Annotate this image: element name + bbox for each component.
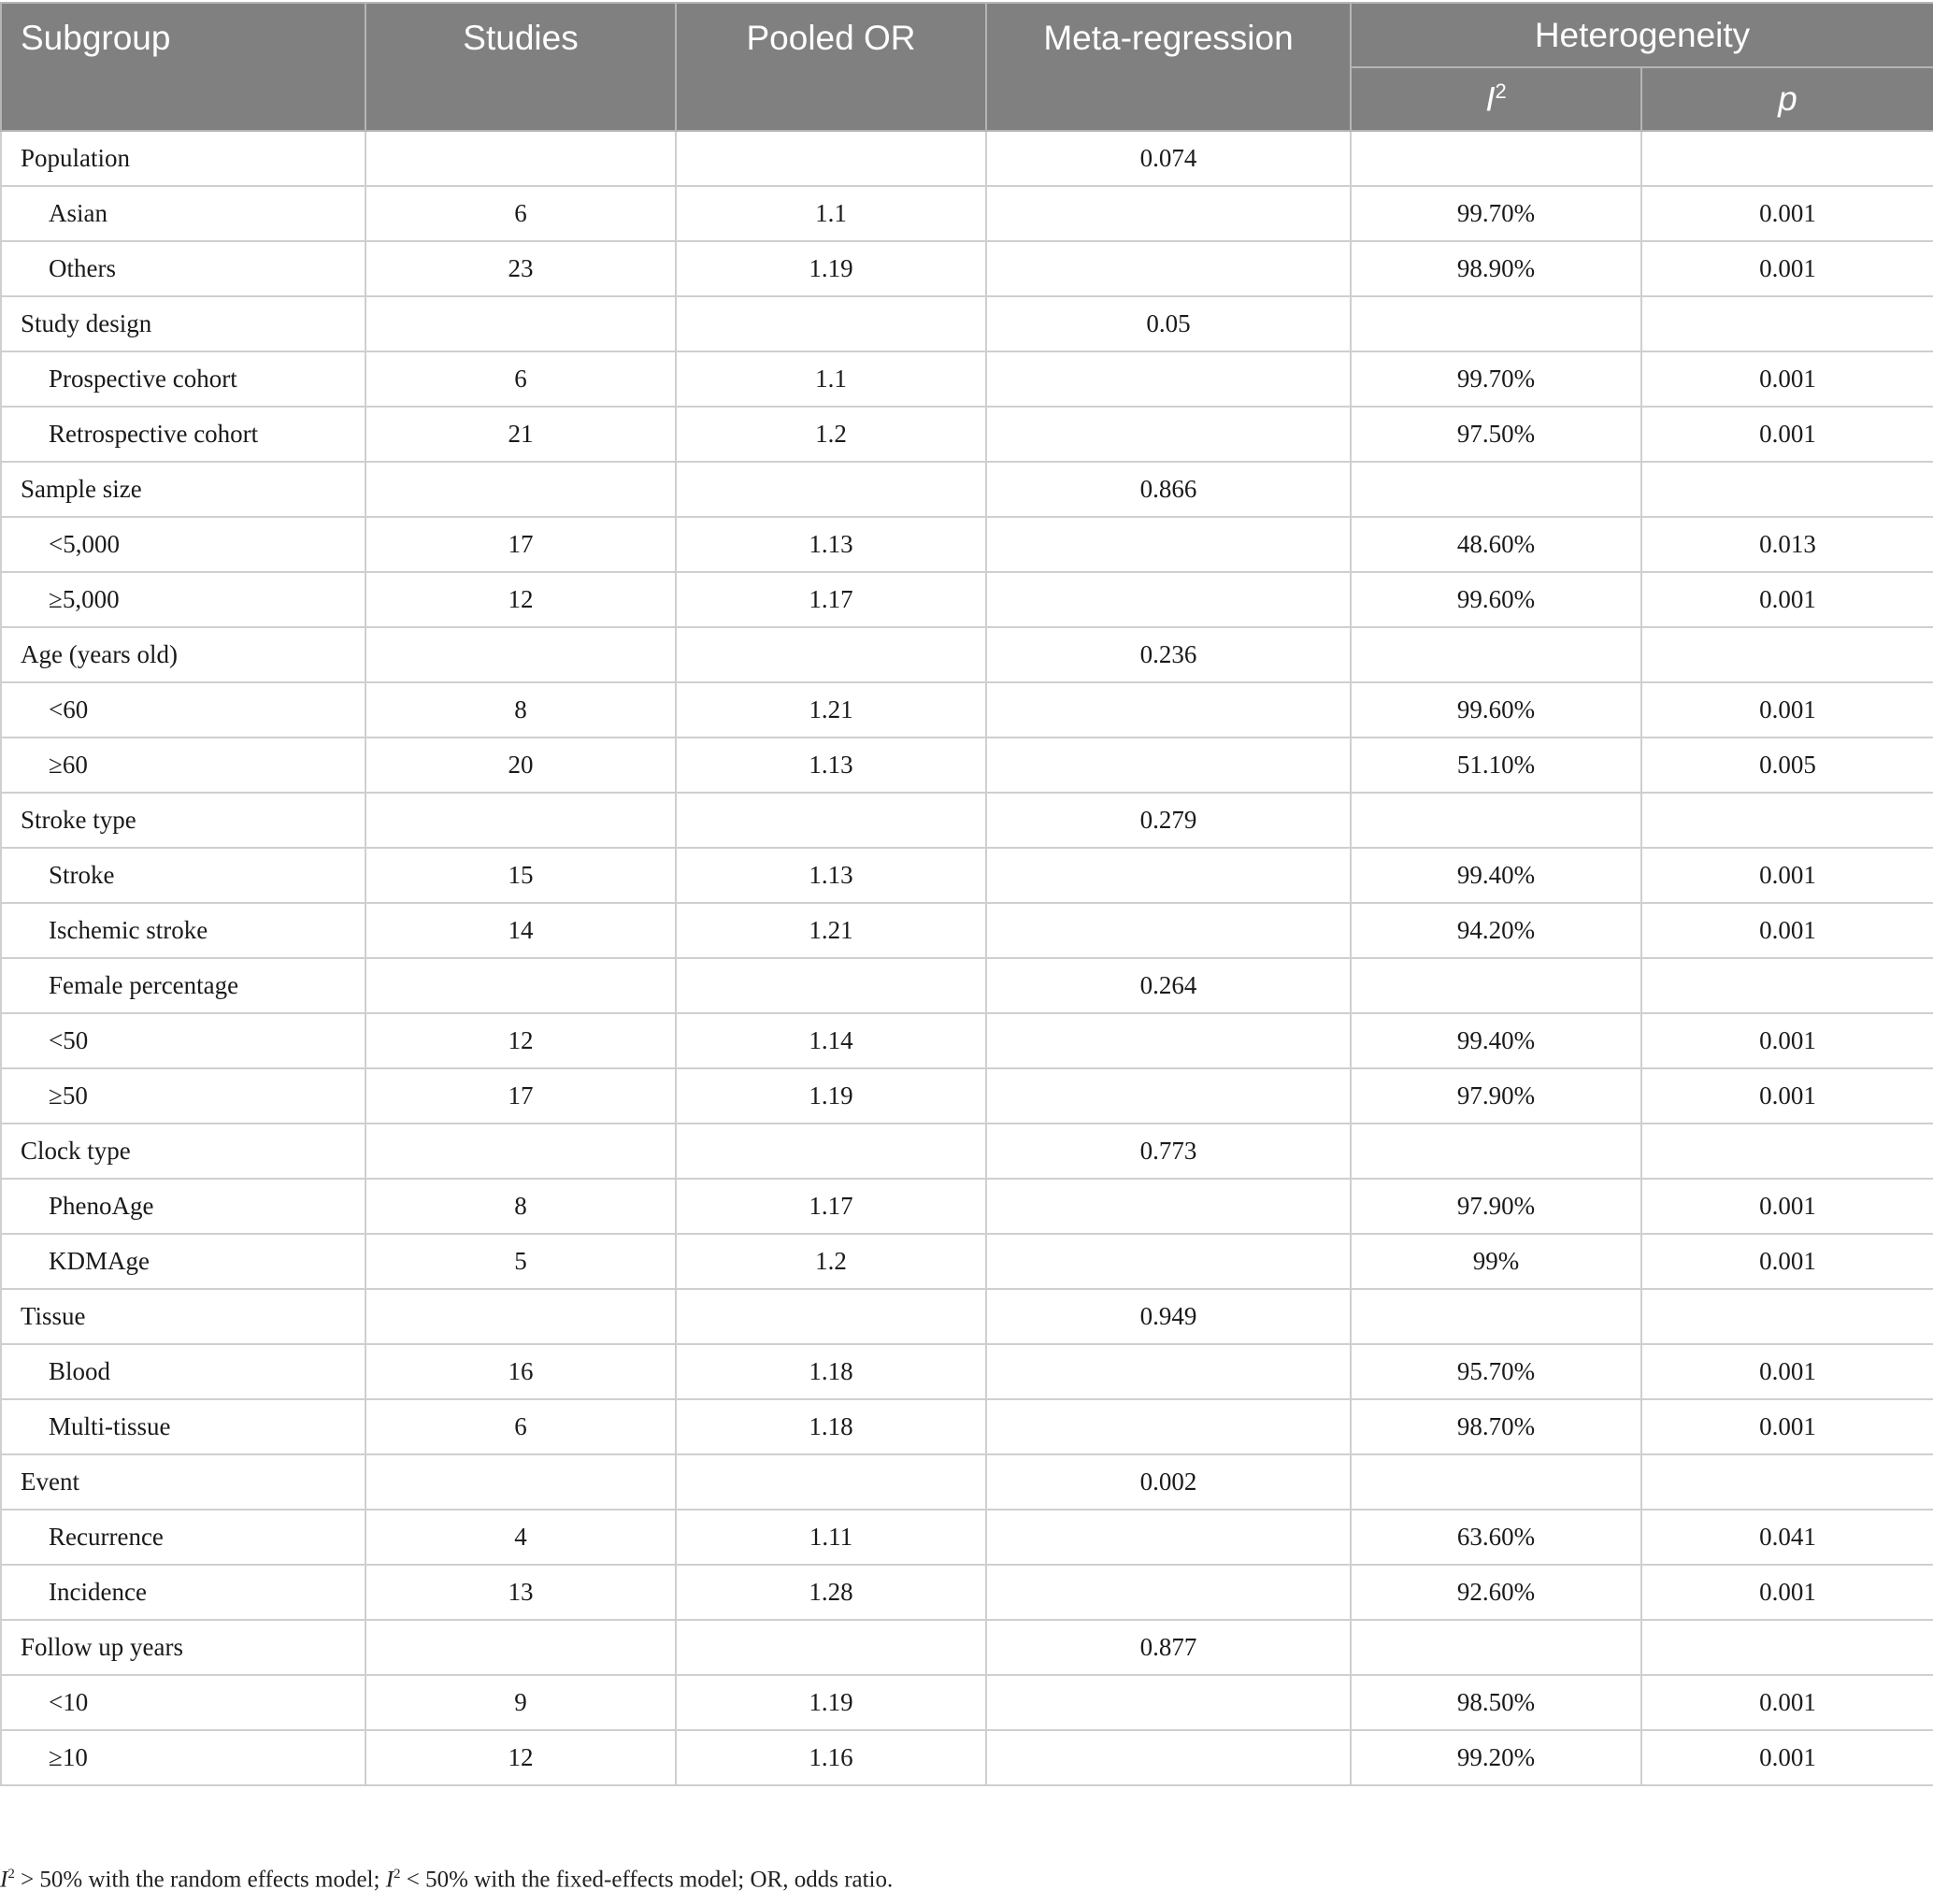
cell-studies: 16 [365, 1344, 676, 1399]
cell-p-value: 0.041 [1641, 1510, 1933, 1565]
cell-studies [365, 958, 676, 1013]
cell-i-squared [1351, 627, 1641, 682]
table-row-group-header [1, 793, 1933, 848]
table-row [1, 1730, 1933, 1785]
header-heterogeneity: Heterogeneity [1351, 3, 1933, 67]
cell-pooled-or [676, 1454, 986, 1510]
cell-subgroup: PhenoAge [1, 1179, 365, 1234]
footnote-text-fixed: < 50% with the fixed-effects model; OR, odds ratio. [400, 1867, 894, 1893]
cell-i-squared: 99.40% [1351, 848, 1641, 903]
cell-subgroup: Asian [1, 186, 365, 241]
cell-pooled-or [676, 1124, 986, 1179]
cell-i-squared: 97.90% [1351, 1068, 1641, 1124]
table-row [1, 1344, 1933, 1399]
cell-studies: 17 [365, 517, 676, 572]
cell-i-squared: 98.50% [1351, 1675, 1641, 1730]
table-body [1, 131, 1933, 1785]
cell-studies: 9 [365, 1675, 676, 1730]
cell-p-value: 0.001 [1641, 1068, 1933, 1124]
header-p-value: p [1641, 67, 1933, 131]
cell-studies [365, 627, 676, 682]
table-row [1, 1013, 1933, 1068]
cell-meta-regression [986, 407, 1351, 462]
cell-p-value: 0.001 [1641, 241, 1933, 296]
table-row [1, 1510, 1933, 1565]
cell-meta-regression [986, 1179, 1351, 1234]
cell-pooled-or: 1.13 [676, 848, 986, 903]
cell-meta-regression [986, 1013, 1351, 1068]
cell-meta-regression [986, 1399, 1351, 1454]
cell-i-squared: 98.70% [1351, 1399, 1641, 1454]
cell-p-value: 0.001 [1641, 407, 1933, 462]
cell-studies: 13 [365, 1565, 676, 1620]
cell-pooled-or: 1.28 [676, 1565, 986, 1620]
cell-meta-regression [986, 351, 1351, 407]
cell-subgroup: Retrospective cohort [1, 407, 365, 462]
table-row [1, 682, 1933, 737]
cell-i-squared: 97.90% [1351, 1179, 1641, 1234]
cell-pooled-or: 1.13 [676, 737, 986, 793]
cell-i-squared [1351, 1620, 1641, 1675]
header-meta-regression: Meta-regression [986, 3, 1351, 131]
cell-pooled-or: 1.16 [676, 1730, 986, 1785]
cell-i-squared [1351, 958, 1641, 1013]
cell-subgroup: Stroke type [1, 793, 365, 848]
cell-i-squared: 99.60% [1351, 682, 1641, 737]
cell-meta-regression [986, 1730, 1351, 1785]
cell-subgroup: Multi-tissue [1, 1399, 365, 1454]
cell-pooled-or: 1.19 [676, 241, 986, 296]
table-row [1, 572, 1933, 627]
cell-i-squared: 63.60% [1351, 1510, 1641, 1565]
cell-p-value: 0.001 [1641, 1730, 1933, 1785]
cell-p-value [1641, 1124, 1933, 1179]
cell-pooled-or: 1.2 [676, 1234, 986, 1289]
cell-subgroup: Study design [1, 296, 365, 351]
cell-i-squared [1351, 296, 1641, 351]
cell-pooled-or [676, 1620, 986, 1675]
cell-meta-regression [986, 903, 1351, 958]
footnote-exponent: 2 [7, 1867, 15, 1882]
cell-i-squared [1351, 1124, 1641, 1179]
cell-p-value [1641, 627, 1933, 682]
header-studies: Studies [365, 3, 676, 131]
cell-meta-regression: 0.236 [986, 627, 1351, 682]
cell-p-value: 0.001 [1641, 1565, 1933, 1620]
table-container [0, 2, 1933, 1786]
cell-pooled-or [676, 296, 986, 351]
cell-subgroup: ≥5,000 [1, 572, 365, 627]
cell-subgroup: Follow up years [1, 1620, 365, 1675]
table-row [1, 1234, 1933, 1289]
table-row [1, 517, 1933, 572]
cell-subgroup: Prospective cohort [1, 351, 365, 407]
footnote-i-letter-2: I [385, 1867, 394, 1893]
cell-pooled-or [676, 958, 986, 1013]
cell-meta-regression: 0.05 [986, 296, 1351, 351]
cell-p-value: 0.001 [1641, 848, 1933, 903]
table-header [1, 3, 1933, 131]
cell-subgroup: Event [1, 1454, 365, 1510]
cell-p-value [1641, 296, 1933, 351]
cell-meta-regression: 0.866 [986, 462, 1351, 517]
table-row-group-header [1, 1289, 1933, 1344]
cell-studies [365, 1124, 676, 1179]
cell-p-value [1641, 131, 1933, 186]
cell-meta-regression [986, 737, 1351, 793]
cell-studies: 12 [365, 1013, 676, 1068]
cell-studies: 8 [365, 682, 676, 737]
cell-p-value [1641, 1289, 1933, 1344]
footnote-text-random: > 50% with the random effects model; [14, 1867, 386, 1893]
cell-pooled-or: 1.21 [676, 682, 986, 737]
cell-studies: 12 [365, 572, 676, 627]
cell-i-squared [1351, 793, 1641, 848]
table-row [1, 903, 1933, 958]
cell-studies [365, 131, 676, 186]
cell-p-value [1641, 793, 1933, 848]
table-row [1, 407, 1933, 462]
cell-p-value: 0.001 [1641, 351, 1933, 407]
cell-meta-regression [986, 682, 1351, 737]
cell-i-squared: 99.60% [1351, 572, 1641, 627]
cell-i-squared: 98.90% [1351, 241, 1641, 296]
table-row [1, 1179, 1933, 1234]
cell-p-value: 0.001 [1641, 572, 1933, 627]
cell-pooled-or: 1.17 [676, 572, 986, 627]
cell-i-squared: 99.70% [1351, 351, 1641, 407]
cell-meta-regression: 0.074 [986, 131, 1351, 186]
cell-studies: 4 [365, 1510, 676, 1565]
cell-studies: 6 [365, 351, 676, 407]
cell-pooled-or [676, 627, 986, 682]
cell-subgroup: <10 [1, 1675, 365, 1730]
cell-meta-regression [986, 186, 1351, 241]
header-i-squared [1351, 67, 1641, 131]
cell-i-squared: 51.10% [1351, 737, 1641, 793]
cell-p-value: 0.001 [1641, 903, 1933, 958]
cell-meta-regression [986, 1510, 1351, 1565]
cell-studies: 6 [365, 186, 676, 241]
cell-studies [365, 1620, 676, 1675]
cell-subgroup: KDMAge [1, 1234, 365, 1289]
table-row-group-header [1, 1454, 1933, 1510]
header-pooled-or: Pooled OR [676, 3, 986, 131]
cell-studies: 6 [365, 1399, 676, 1454]
cell-meta-regression: 0.773 [986, 1124, 1351, 1179]
cell-subgroup: ≥10 [1, 1730, 365, 1785]
footnote-exponent-2: 2 [394, 1867, 401, 1882]
cell-p-value [1641, 1620, 1933, 1675]
cell-p-value: 0.001 [1641, 1179, 1933, 1234]
cell-subgroup: ≥60 [1, 737, 365, 793]
header-i-letter: I [1485, 79, 1496, 119]
cell-studies: 20 [365, 737, 676, 793]
cell-i-squared: 97.50% [1351, 407, 1641, 462]
cell-pooled-or: 1.2 [676, 407, 986, 462]
table-row-group-header [1, 131, 1933, 186]
cell-meta-regression [986, 241, 1351, 296]
cell-studies: 5 [365, 1234, 676, 1289]
cell-subgroup: Population [1, 131, 365, 186]
table-row [1, 241, 1933, 296]
cell-studies [365, 1289, 676, 1344]
footnote-i-letter: I [0, 1867, 8, 1893]
cell-pooled-or: 1.19 [676, 1675, 986, 1730]
table-row [1, 186, 1933, 241]
cell-studies: 15 [365, 848, 676, 903]
cell-pooled-or [676, 131, 986, 186]
cell-pooled-or: 1.18 [676, 1399, 986, 1454]
table-row [1, 1068, 1933, 1124]
cell-meta-regression: 0.949 [986, 1289, 1351, 1344]
cell-subgroup: Blood [1, 1344, 365, 1399]
table-row-group-header [1, 1620, 1933, 1675]
cell-pooled-or: 1.11 [676, 1510, 986, 1565]
cell-subgroup: ≥50 [1, 1068, 365, 1124]
table-row-group-header [1, 462, 1933, 517]
cell-meta-regression [986, 1565, 1351, 1620]
cell-studies: 21 [365, 407, 676, 462]
cell-meta-regression: 0.877 [986, 1620, 1351, 1675]
cell-p-value: 0.001 [1641, 1013, 1933, 1068]
cell-subgroup: <5,000 [1, 517, 365, 572]
cell-meta-regression: 0.264 [986, 958, 1351, 1013]
cell-meta-regression [986, 572, 1351, 627]
cell-meta-regression: 0.279 [986, 793, 1351, 848]
cell-studies [365, 1454, 676, 1510]
cell-studies: 23 [365, 241, 676, 296]
cell-pooled-or: 1.1 [676, 351, 986, 407]
cell-subgroup: <60 [1, 682, 365, 737]
cell-subgroup: Others [1, 241, 365, 296]
cell-pooled-or: 1.13 [676, 517, 986, 572]
cell-subgroup: Clock type [1, 1124, 365, 1179]
cell-p-value: 0.013 [1641, 517, 1933, 572]
cell-i-squared: 99% [1351, 1234, 1641, 1289]
cell-p-value [1641, 1454, 1933, 1510]
table-row [1, 848, 1933, 903]
cell-meta-regression: 0.002 [986, 1454, 1351, 1510]
table-row [1, 1399, 1933, 1454]
table-row [1, 737, 1933, 793]
cell-meta-regression [986, 517, 1351, 572]
cell-meta-regression [986, 1234, 1351, 1289]
cell-i-squared: 92.60% [1351, 1565, 1641, 1620]
header-i-exponent: 2 [1495, 79, 1507, 103]
table-row-group-header [1, 1124, 1933, 1179]
cell-i-squared [1351, 131, 1641, 186]
cell-subgroup: Sample size [1, 462, 365, 517]
cell-i-squared: 99.70% [1351, 186, 1641, 241]
cell-pooled-or: 1.17 [676, 1179, 986, 1234]
cell-p-value [1641, 462, 1933, 517]
cell-studies [365, 296, 676, 351]
cell-pooled-or [676, 1289, 986, 1344]
cell-studies: 17 [365, 1068, 676, 1124]
cell-pooled-or: 1.18 [676, 1344, 986, 1399]
cell-subgroup: Female percentage [1, 958, 365, 1013]
table-row-group-header [1, 627, 1933, 682]
cell-meta-regression [986, 1344, 1351, 1399]
cell-p-value: 0.001 [1641, 1344, 1933, 1399]
cell-p-value: 0.001 [1641, 186, 1933, 241]
cell-p-value: 0.001 [1641, 682, 1933, 737]
cell-studies [365, 793, 676, 848]
cell-pooled-or: 1.1 [676, 186, 986, 241]
cell-meta-regression [986, 1068, 1351, 1124]
cell-i-squared [1351, 1289, 1641, 1344]
cell-pooled-or: 1.14 [676, 1013, 986, 1068]
table-row [1, 351, 1933, 407]
cell-subgroup: Incidence [1, 1565, 365, 1620]
cell-subgroup: Age (years old) [1, 627, 365, 682]
cell-pooled-or [676, 793, 986, 848]
table-row [1, 958, 1933, 1013]
cell-studies: 8 [365, 1179, 676, 1234]
cell-p-value [1641, 958, 1933, 1013]
cell-p-value: 0.001 [1641, 1675, 1933, 1730]
table-row-group-header [1, 296, 1933, 351]
cell-i-squared [1351, 1454, 1641, 1510]
cell-subgroup: Tissue [1, 1289, 365, 1344]
cell-i-squared: 95.70% [1351, 1344, 1641, 1399]
cell-pooled-or: 1.21 [676, 903, 986, 958]
cell-meta-regression [986, 848, 1351, 903]
header-subgroup: Subgroup [1, 3, 365, 131]
cell-i-squared: 99.20% [1351, 1730, 1641, 1785]
cell-pooled-or [676, 462, 986, 517]
cell-p-value: 0.001 [1641, 1399, 1933, 1454]
cell-i-squared [1351, 462, 1641, 517]
table-footnote [0, 1867, 893, 1893]
table-row [1, 1675, 1933, 1730]
cell-subgroup: Ischemic stroke [1, 903, 365, 958]
cell-p-value: 0.005 [1641, 737, 1933, 793]
cell-i-squared: 48.60% [1351, 517, 1641, 572]
cell-subgroup: <50 [1, 1013, 365, 1068]
subgroup-analysis-table [0, 2, 1933, 1786]
cell-pooled-or: 1.19 [676, 1068, 986, 1124]
cell-subgroup: Stroke [1, 848, 365, 903]
cell-studies: 12 [365, 1730, 676, 1785]
cell-i-squared: 94.20% [1351, 903, 1641, 958]
cell-studies [365, 462, 676, 517]
table-row [1, 1565, 1933, 1620]
cell-studies: 14 [365, 903, 676, 958]
cell-meta-regression [986, 1675, 1351, 1730]
cell-i-squared: 99.40% [1351, 1013, 1641, 1068]
cell-subgroup: Recurrence [1, 1510, 365, 1565]
cell-p-value: 0.001 [1641, 1234, 1933, 1289]
